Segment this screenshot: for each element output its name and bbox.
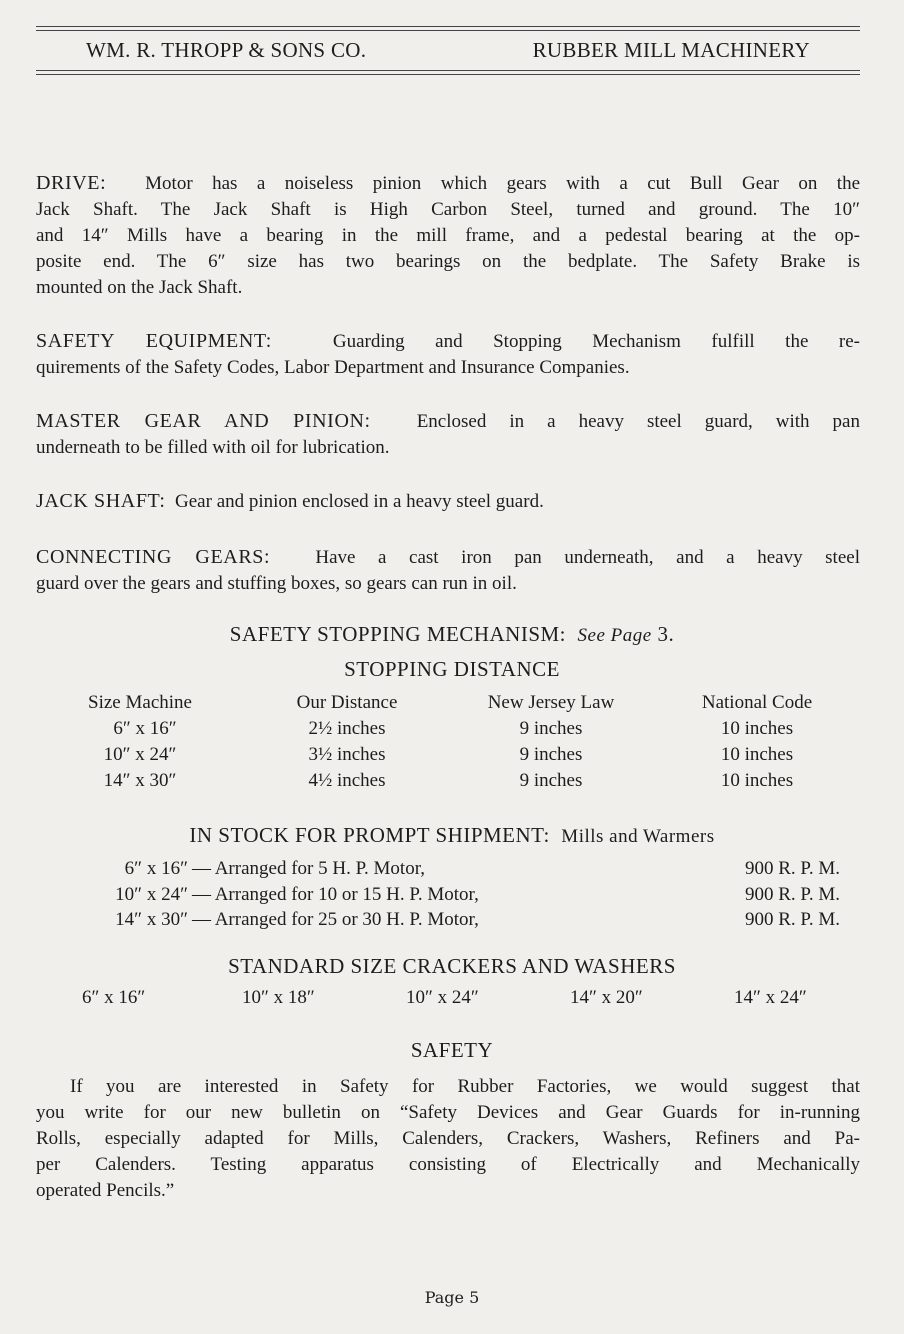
table-cell: 2½ inches (308, 718, 386, 739)
connecting-gears-paragraph (36, 544, 860, 597)
header-rule (36, 26, 860, 27)
drive-line: mounted on the Jack Shaft. (36, 277, 243, 298)
table-cell: 10 inches (720, 718, 794, 739)
safety-heading: SAFETY (410, 1038, 494, 1062)
cracker-size: 10″ x 24″ (406, 987, 479, 1008)
crackers-heading: STANDARD SIZE CRACKERS AND WASHERS (228, 954, 676, 978)
stopping-distance-heading: STOPPING DISTANCE (344, 657, 560, 681)
in-stock-heading (0, 823, 904, 848)
table-cell: 10 inches (720, 770, 794, 791)
drive-line: Motor has a noiseless pinion which gears with a cut Bull Gear on the (145, 173, 860, 194)
stock-size: 6″ x 16″ (124, 858, 188, 879)
safety-line: If you are interested in Safety for Rubber Factories, we would suggest that (70, 1076, 860, 1097)
cracker-size: 10″ x 18″ (242, 987, 315, 1008)
stock-desc: — Arranged for 25 or 30 H. P. Motor, (192, 909, 479, 930)
stock-size: 10″ x 24″ (115, 884, 188, 905)
page-header (36, 26, 860, 78)
table-cell: 3½ inches (308, 744, 386, 765)
safety-line: Rolls, especially adapted for Mills, Calenders, Crackers, Washers, Refiners and Pa- (36, 1128, 860, 1149)
master-gear-line: Enclosed in a heavy steel guard, with pan (416, 411, 860, 432)
table-cell: 9 inches (519, 718, 583, 739)
stock-rpm: 900 R. P. M. (744, 909, 840, 930)
safety-line: per Calenders. Testing apparatus consisting of Electrically and Mechanically (36, 1154, 860, 1175)
table-cell: 9 inches (519, 744, 583, 765)
drive-lead: DRIVE: (36, 172, 107, 194)
safety-equipment-lead: SAFETY EQUIPMENT: (36, 330, 272, 352)
safety-paragraph (36, 1074, 860, 1204)
page-ref: 3. (657, 622, 675, 646)
safety-equipment-line: Guarding and Stopping Mechanism fulfill the re- (332, 331, 860, 352)
table-cell: 10″ x 24″ (103, 744, 177, 765)
stock-rpm: 900 R. P. M. (744, 884, 840, 905)
safety-equipment-paragraph (36, 328, 860, 381)
drive-line: Jack Shaft. The Jack Shaft is High Carbon Steel, turned and ground. The 10″ (36, 199, 860, 220)
header-rule (36, 74, 860, 75)
column-header: New Jersey Law (487, 692, 615, 713)
jack-shaft-lead: JACK SHAFT: (36, 490, 166, 512)
connecting-gears-line: guard over the gears and stuffing boxes, so gears can run in oil. (36, 573, 517, 594)
drive-paragraph (36, 170, 860, 301)
stopping-distance-table (0, 692, 904, 802)
jack-shaft-line: Gear and pinion enclosed in a heavy steel guard. (175, 491, 544, 512)
stock-rpm: 900 R. P. M. (744, 858, 840, 879)
in-stock-subtitle: Mills and Warmers (561, 826, 715, 847)
cracker-size: 14″ x 24″ (734, 987, 807, 1008)
stock-desc: — Arranged for 10 or 15 H. P. Motor, (192, 884, 479, 905)
safety-line: operated Pencils.” (36, 1180, 175, 1201)
header-rule (36, 70, 860, 71)
table-cell: 14″ x 30″ (103, 770, 177, 791)
safety-equipment-line: quirements of the Safety Codes, Labor Department and Insurance Companies. (36, 357, 630, 378)
master-gear-lead: MASTER GEAR AND PINION: (36, 410, 371, 432)
see-page-label: See Page (577, 625, 652, 646)
header-rule (36, 30, 860, 31)
table-cell: 6″ x 16″ (113, 718, 177, 739)
column-header: Our Distance (296, 692, 398, 713)
master-gear-paragraph (36, 408, 860, 461)
page-number: Page 5 (424, 1288, 480, 1307)
column-header: Size Machine (88, 692, 192, 713)
stock-size: 14″ x 30″ (115, 909, 188, 930)
stopping-mechanism-title: SAFETY STOPPING MECHANISM: (229, 622, 567, 646)
connecting-gears-line: Have a cast iron pan underneath, and a heavy steel (315, 547, 860, 568)
company-name: WM. R. THROPP & SONS CO. (86, 38, 367, 62)
table-cell: 10 inches (720, 744, 794, 765)
jack-shaft-paragraph (36, 488, 860, 515)
product-title: RUBBER MILL MACHINERY (532, 38, 810, 62)
cracker-size: 6″ x 16″ (82, 987, 146, 1008)
in-stock-title: IN STOCK FOR PROMPT SHIPMENT: (189, 823, 550, 847)
connecting-gears-lead: CONNECTING GEARS: (36, 546, 271, 568)
table-cell: 4½ inches (308, 770, 386, 791)
master-gear-line: underneath to be filled with oil for lubrication. (36, 437, 390, 458)
safety-line: you write for our new bulletin on “Safety Devices and Gear Guards for in-running (36, 1102, 860, 1123)
column-header: National Code (701, 692, 813, 713)
stopping-mechanism-heading (0, 622, 904, 647)
drive-line: posite end. The 6″ size has two bearings on the bedplate. The Safety Brake is (36, 251, 860, 272)
stock-desc: — Arranged for 5 H. P. Motor, (192, 858, 426, 879)
drive-line: and 14″ Mills have a bearing in the mill frame, and a pedestal bearing at the op- (36, 225, 860, 246)
table-cell: 9 inches (519, 770, 583, 791)
cracker-size: 14″ x 20″ (570, 987, 643, 1008)
